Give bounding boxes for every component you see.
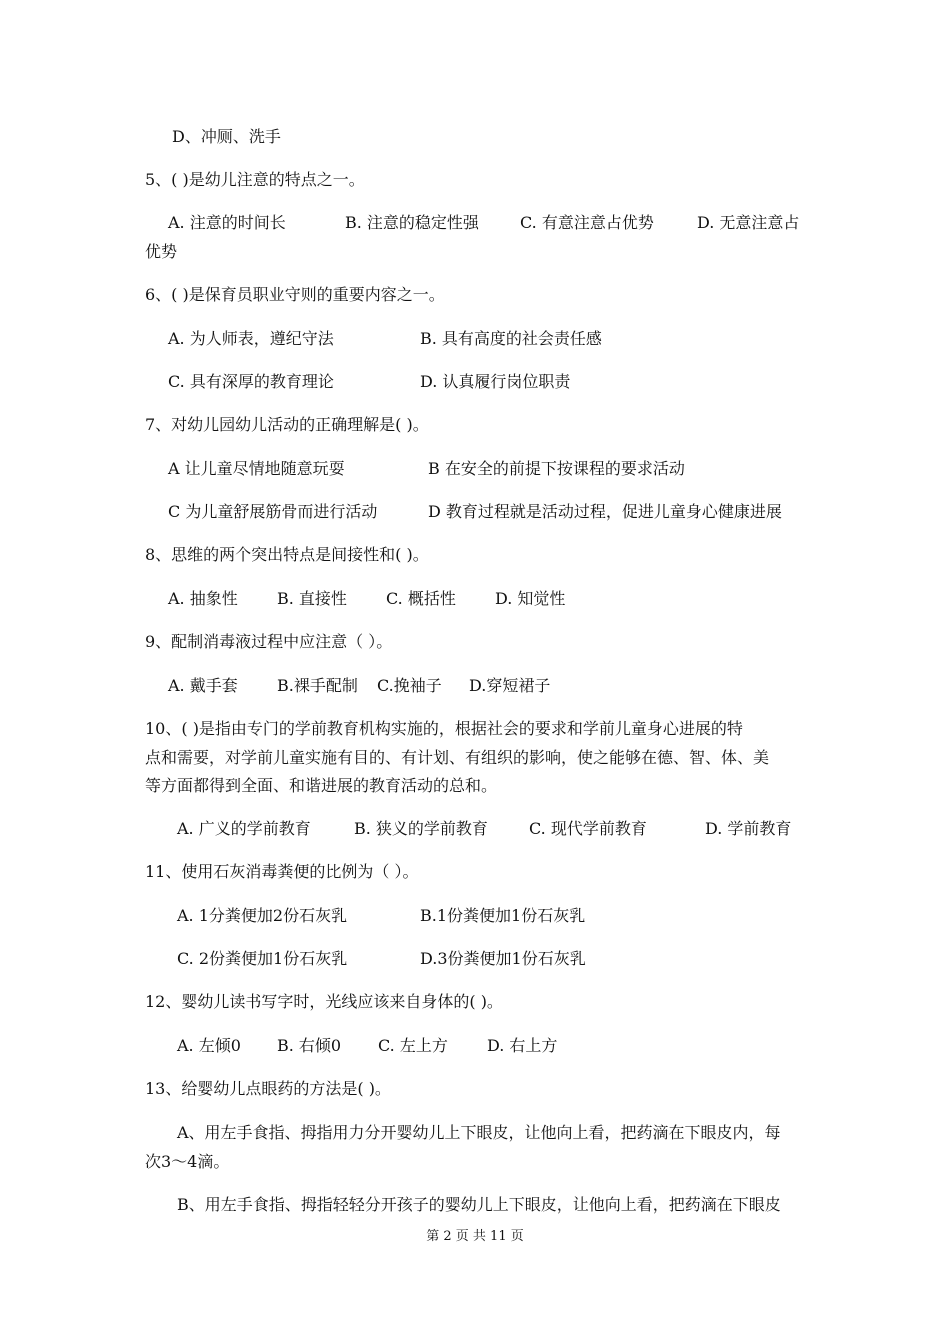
q13-option-b-line-1: B、用左手食指、拇指轻轻分开孩子的婴幼儿上下眼皮，让他向上看，把药滴在下眼皮 <box>177 1195 781 1214</box>
q9-option-d: D.穿短裙子 <box>469 676 551 695</box>
q7-option-b: B 在安全的前提下按课程的要求活动 <box>428 459 685 478</box>
q10-option-b: B. 狭义的学前教育 <box>354 819 488 838</box>
q12-option-a: A. 左倾0 <box>177 1036 241 1055</box>
q8-stem: 8、思维的两个突出特点是间接性和( )。 <box>145 545 429 564</box>
q8-option-d: D. 知觉性 <box>495 589 566 608</box>
q7-option-a: A 让儿童尽情地随意玩耍 <box>168 459 345 478</box>
q10-stem-line-1: 10、( )是指由专门的学前教育机构实施的，根据社会的要求和学前儿童身心进展的特 <box>145 719 743 738</box>
q5-option-b: B. 注意的稳定性强 <box>345 213 479 232</box>
q13-option-a-line-1: A、用左手食指、拇指用力分开婴幼儿上下眼皮，让他向上看，把药滴在下眼皮内，每 <box>177 1123 781 1142</box>
q10-option-a: A. 广义的学前教育 <box>177 819 311 838</box>
q9-option-b: B.裸手配制 <box>277 676 358 695</box>
q5-option-a: A. 注意的时间长 <box>168 213 286 232</box>
q5-option-c: C. 有意注意占优势 <box>520 213 654 232</box>
q6-option-a: A. 为人师表，遵纪守法 <box>168 329 334 348</box>
q12-stem: 12、婴幼儿读书写字时，光线应该来自身体的( )。 <box>145 992 503 1011</box>
q4-option-d: D、冲厕、洗手 <box>172 127 281 146</box>
q6-option-d: D. 认真履行岗位职责 <box>420 372 571 391</box>
q10-option-d: D. 学前教育 <box>705 819 792 838</box>
q6-option-b: B. 具有高度的社会责任感 <box>420 329 602 348</box>
q11-option-b: B.1份粪便加1份石灰乳 <box>420 906 586 925</box>
page-number-footer: 第 2 页 共 11 页 <box>426 1229 524 1244</box>
q6-stem: 6、( )是保育员职业守则的重要内容之一。 <box>145 285 445 304</box>
q8-option-c: C. 概括性 <box>386 589 456 608</box>
q12-option-b: B. 右倾0 <box>277 1036 342 1055</box>
q11-option-a: A. 1分粪便加2份石灰乳 <box>177 906 348 925</box>
q9-stem: 9、配制消毒液过程中应注意（ ）。 <box>145 632 393 651</box>
q11-option-d: D.3份粪便加1份石灰乳 <box>420 949 586 968</box>
q13-option-a-line-2: 次3～4滴。 <box>145 1152 230 1171</box>
q6-option-c: C. 具有深厚的教育理论 <box>168 372 334 391</box>
q7-option-c: C 为儿童舒展筋骨而进行活动 <box>168 502 378 521</box>
q10-option-c: C. 现代学前教育 <box>529 819 647 838</box>
q7-option-d: D 教育过程就是活动过程，促进儿童身心健康进展 <box>428 502 782 521</box>
q5-option-d-continued: 优势 <box>145 242 178 261</box>
q12-option-d: D. 右上方 <box>487 1036 558 1055</box>
q5-option-d: D. 无意注意占 <box>697 213 800 232</box>
q10-stem-line-3: 等方面都得到全面、和谐进展的教育活动的总和。 <box>145 776 498 795</box>
q10-stem-line-2: 点和需要，对学前儿童实施有目的、有计划、有组织的影响，使之能够在德、智、体、美 <box>145 748 770 767</box>
q5-stem: 5、( )是幼儿注意的特点之一。 <box>145 170 365 189</box>
q7-stem: 7、对幼儿园幼儿活动的正确理解是( )。 <box>145 415 429 434</box>
q8-option-b: B. 直接性 <box>277 589 347 608</box>
q9-option-a: A. 戴手套 <box>168 676 238 695</box>
q9-option-c: C.挽袖子 <box>377 676 442 695</box>
q11-option-c: C. 2份粪便加1份石灰乳 <box>177 949 348 968</box>
q8-option-a: A. 抽象性 <box>168 589 238 608</box>
q12-option-c: C. 左上方 <box>378 1036 448 1055</box>
q13-stem: 13、给婴幼儿点眼药的方法是( )。 <box>145 1079 391 1098</box>
q11-stem: 11、使用石灰消毒粪便的比例为（ ）。 <box>145 862 419 881</box>
